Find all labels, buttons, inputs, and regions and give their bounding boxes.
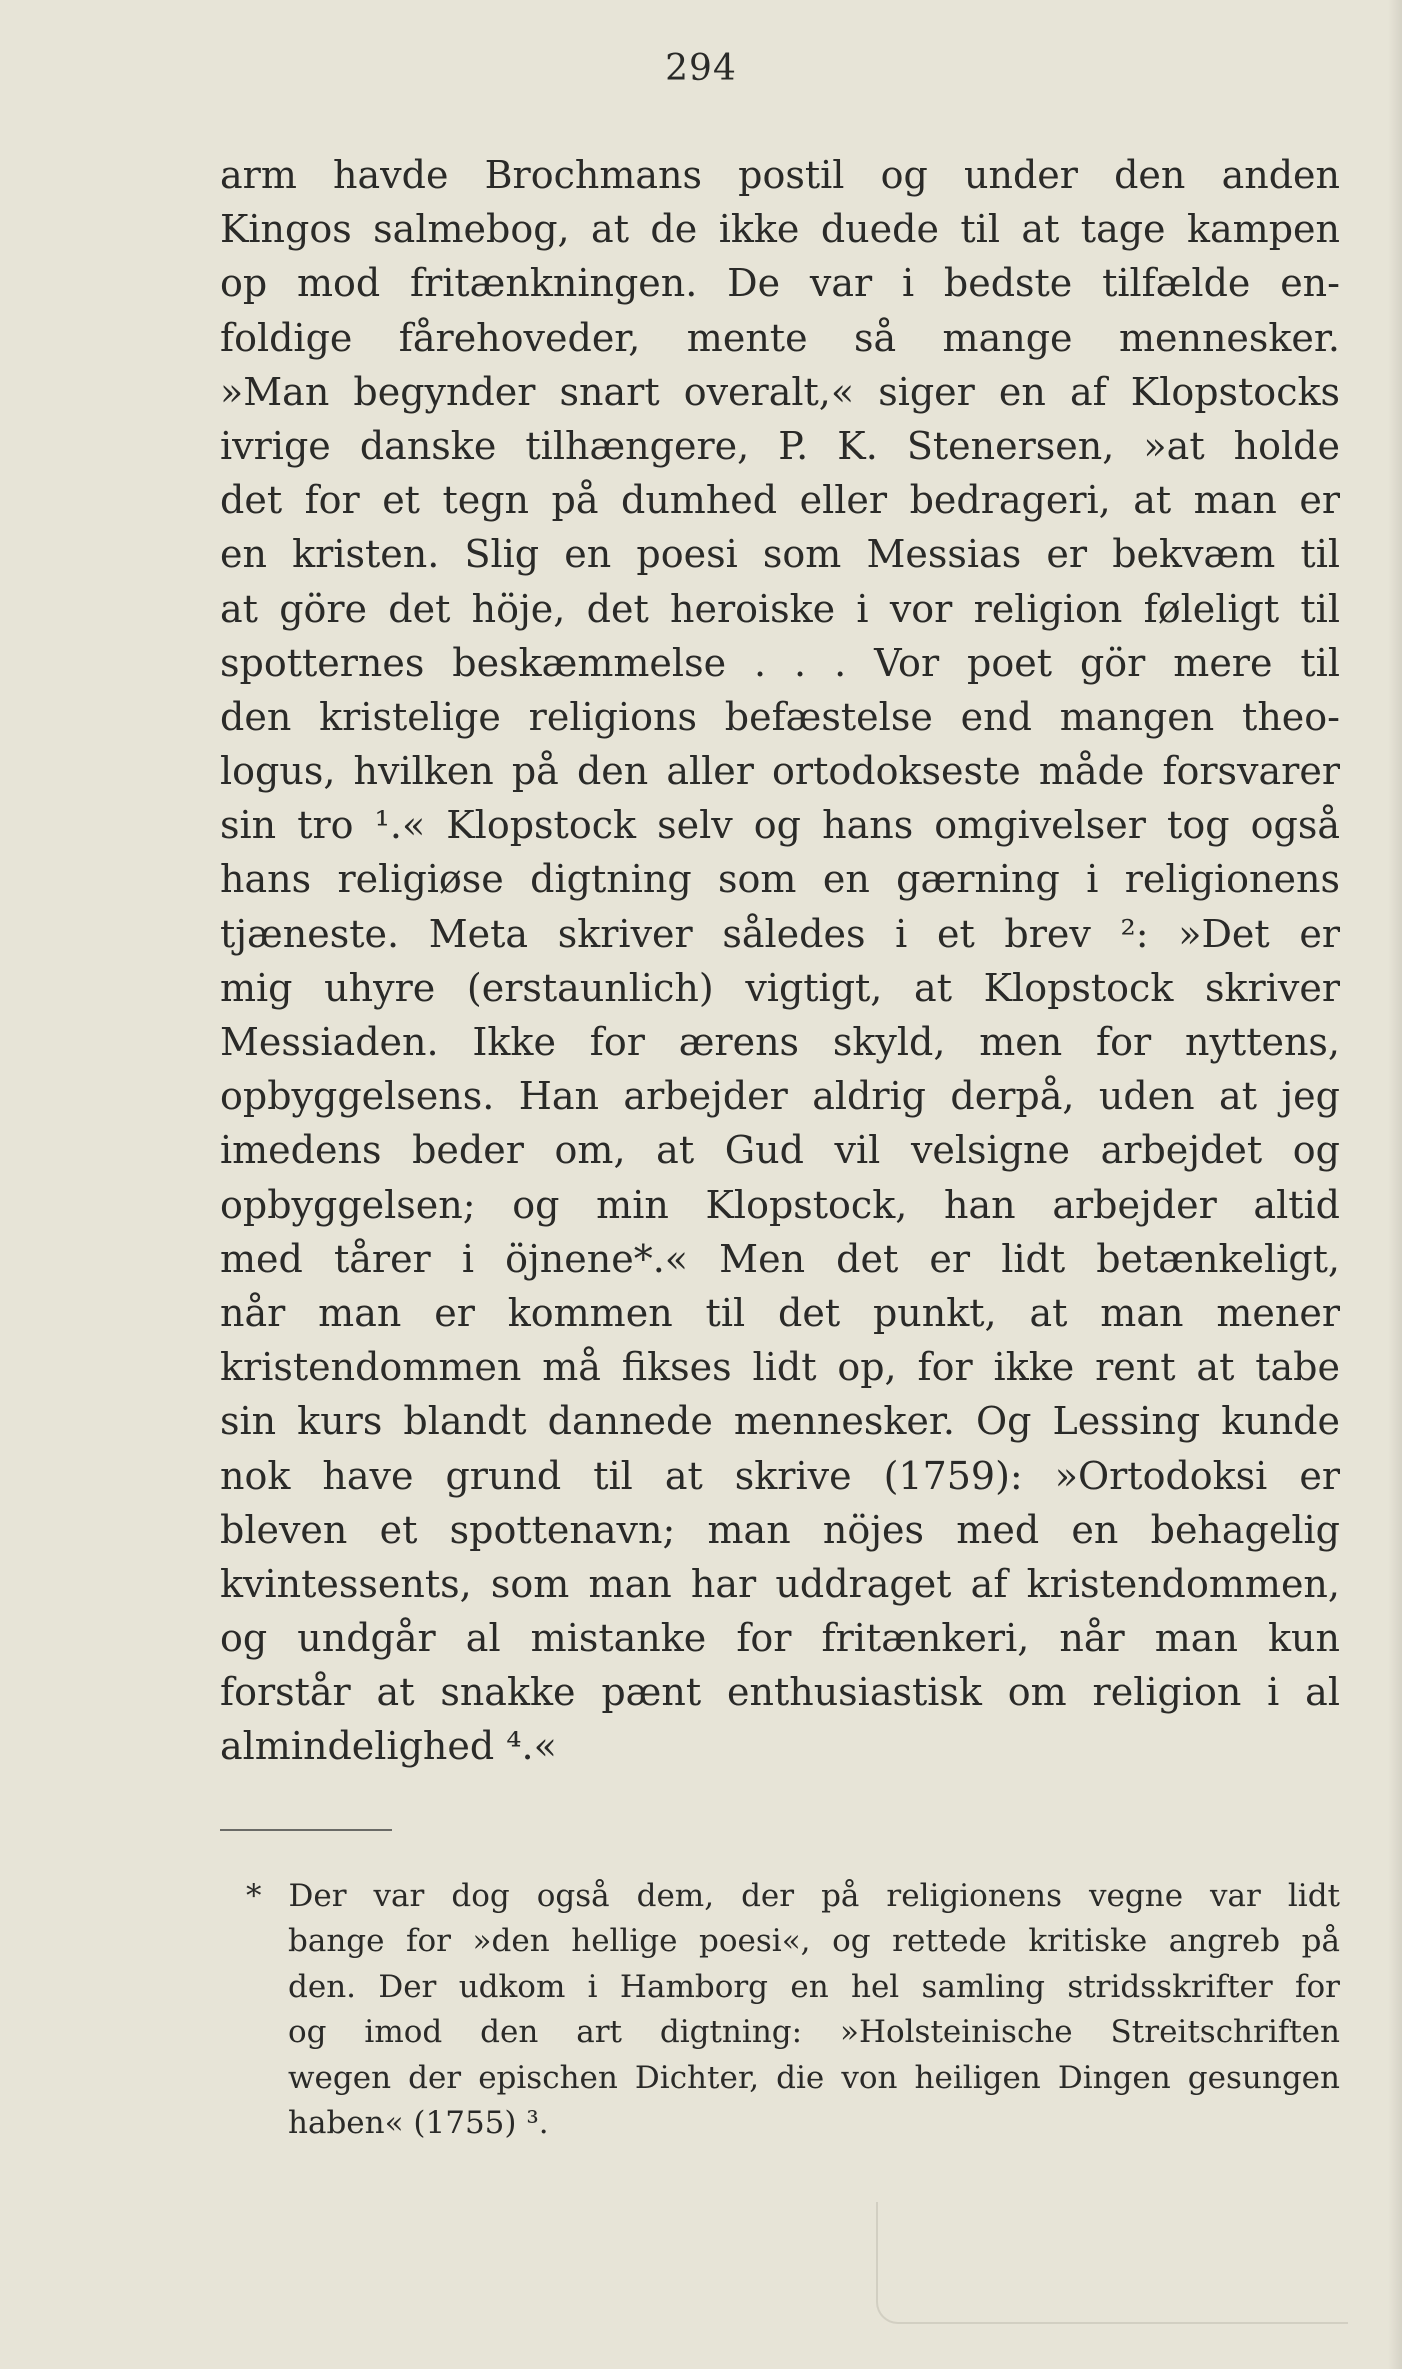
text-line: »Man begynder snart overalt,« siger en af Klopstocks — [220, 369, 1340, 414]
page-number: 294 — [665, 48, 737, 89]
text-line: Kingos salmebog, at de ikke duede til at tage kampen — [220, 207, 1340, 252]
footnote-block — [220, 1874, 1340, 2146]
text-line: kvintessents, som man har uddraget af kristendommen, — [220, 1561, 1340, 1606]
footnote-separator — [220, 1829, 392, 1831]
text-line: nok have grund til at skrive (1759): »Ortodoksi er — [220, 1453, 1340, 1498]
text-line: op mod fritænkningen. De var i bedste tilfælde en- — [220, 261, 1340, 306]
text-line: arm havde Brochmans postil og under den anden — [220, 153, 1340, 197]
text-line: foldige fårehoveder, mente så mange mennesker. — [220, 315, 1340, 360]
text-line: hans religiøse digtning som en gærning i religionens — [220, 857, 1340, 902]
footnote-line: den. Der udkom i Hamborg en hel samling stridsskrifter for — [288, 1968, 1340, 2005]
text-line: sin kurs blandt dannede mennesker. Og Lessing kunde — [220, 1399, 1340, 1444]
text-line: almindelighed ⁴.« — [220, 1724, 557, 1769]
text-line: logus, hvilken på den aller ortodokseste måde forsvarer — [220, 749, 1340, 794]
page-edge-shadow — [1388, 0, 1402, 2369]
paper-impression-mark — [876, 2202, 1348, 2324]
main-text-block — [220, 148, 1340, 1774]
text-line: sin tro ¹.« Klopstock selv og hans omgivelser tog også — [220, 803, 1340, 848]
text-line: spotternes beskæmmelse . . . Vor poet gör mere til — [220, 640, 1340, 685]
text-line: kristendommen må fikses lidt op, for ikke rent at tabe — [220, 1345, 1340, 1390]
text-line: opbyggelsens. Han arbejder aldrig derpå, uden at jeg — [220, 1074, 1340, 1119]
text-line: at göre det höje, det heroiske i vor religion føleligt til — [220, 586, 1340, 631]
text-line: og undgår al mistanke for fritænkeri, når man kun — [220, 1616, 1340, 1661]
footnote-line: haben« (1755) ³. — [288, 2104, 549, 2141]
text-line: med tårer i öjnene*.« Men det er lidt betænkeligt, — [220, 1236, 1340, 1281]
text-line: bleven et spottenavn; man nöjes med en behagelig — [220, 1507, 1340, 1552]
text-line: tjæneste. Meta skriver således i et brev ²: »Det er — [220, 911, 1340, 956]
footnote-line: og imod den art digtning: »Holsteinische Streitschriften — [288, 2014, 1340, 2051]
text-line: opbyggelsen; og min Klopstock, han arbejder altid — [220, 1182, 1340, 1227]
text-line: det for et tegn på dumhed eller bedrageri, at man er — [220, 478, 1340, 523]
footnote-line: wegen der epischen Dichter, die von heiligen Dingen gesungen — [288, 2059, 1340, 2096]
footnote-line: bange for »den hellige poesi«, og rettede kritiske angreb på — [288, 1923, 1340, 1960]
text-line: forstår at snakke pænt enthusiastisk om religion i al — [220, 1670, 1340, 1715]
text-line: Messiaden. Ikke for ærens skyld, men for nyttens, — [220, 1020, 1340, 1064]
text-line: ivrige danske tilhængere, P. K. Stenersen, »at holde — [220, 423, 1340, 468]
text-line: den kristelige religions befæstelse end mangen theo- — [220, 694, 1340, 739]
text-line: når man er kommen til det punkt, at man mener — [220, 1290, 1340, 1335]
footnote-line: * Der var dog også dem, der på religionens vegne var lidt — [246, 1878, 1340, 1914]
text-line: mig uhyre (erstaunlich) vigtigt, at Klopstock skriver — [220, 965, 1340, 1010]
text-line: en kristen. Slig en poesi som Messias er bekvæm til — [220, 532, 1340, 577]
text-line: imedens beder om, at Gud vil velsigne arbejdet og — [220, 1128, 1340, 1173]
